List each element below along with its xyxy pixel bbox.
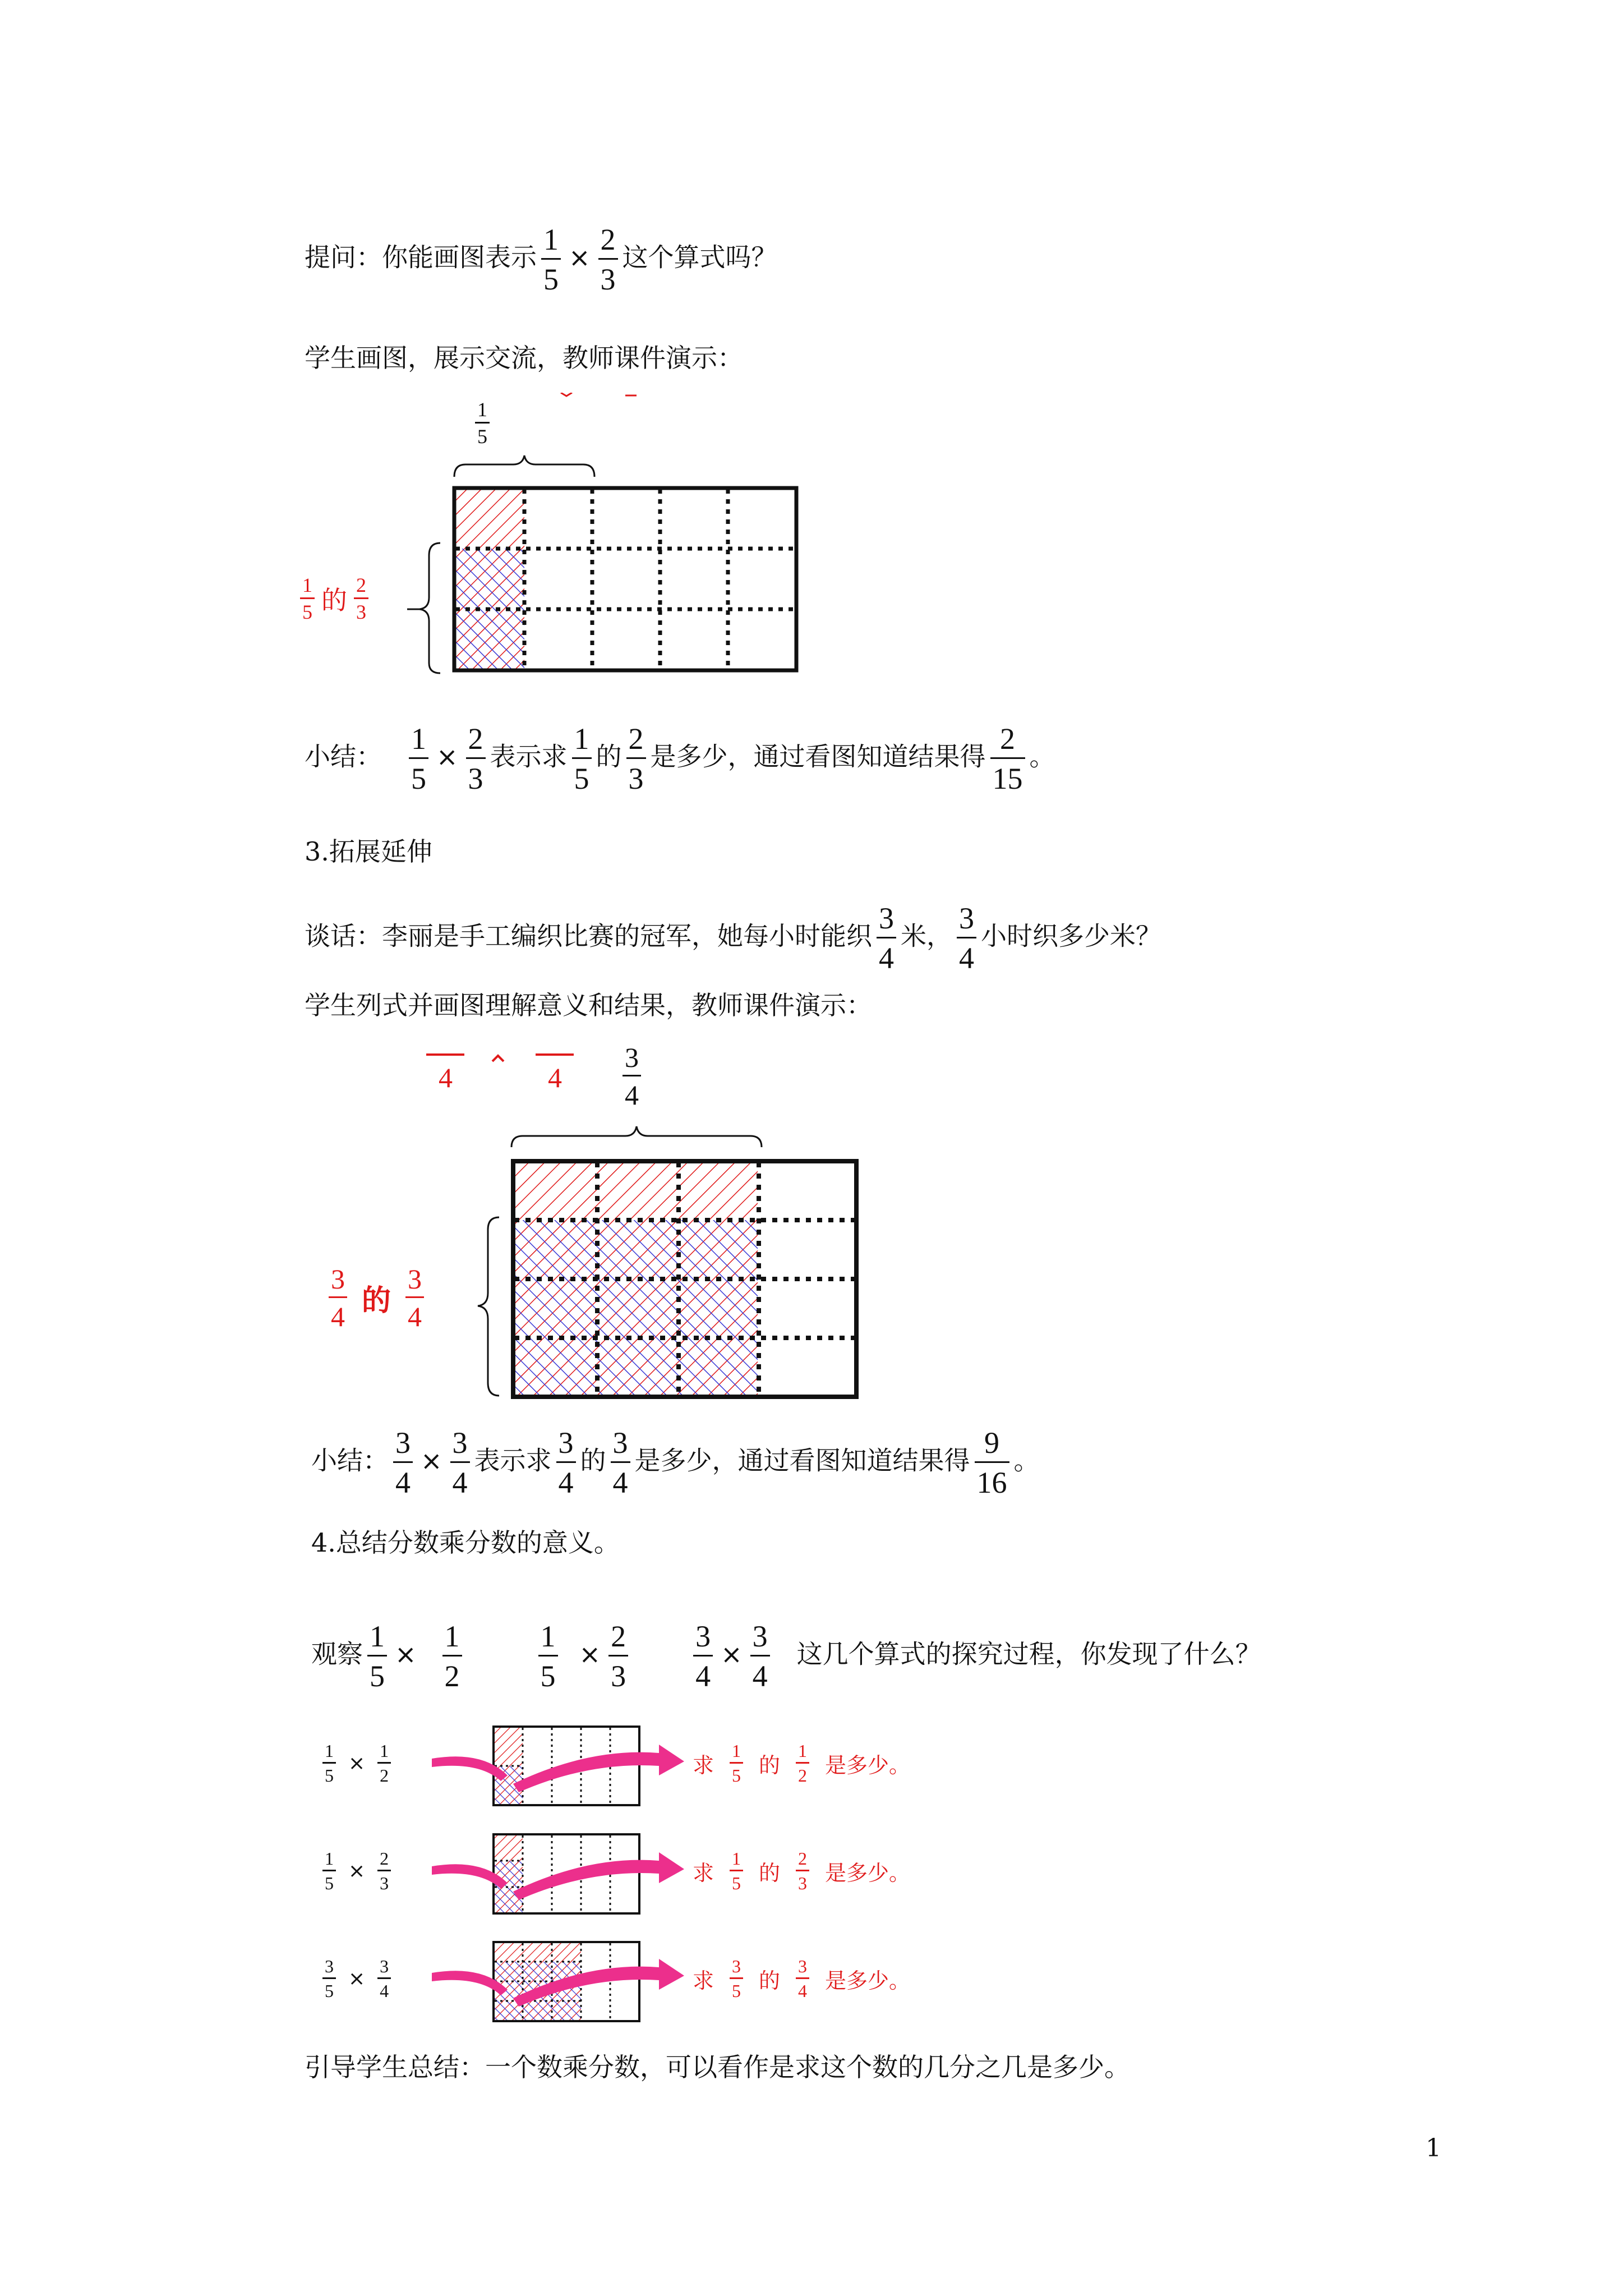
question-prefix: 提问：你能画图表示 xyxy=(305,242,537,273)
fraction: $\frac{1}{5}$ xyxy=(538,1621,558,1691)
row-1-expression: $\frac{1}{5}$ × $\frac{1}{2}$ xyxy=(322,1742,391,1784)
row-2-expression: $\frac{1}{5}$ × $\frac{2}{3}$ xyxy=(322,1849,391,1892)
summary-label: 小结： xyxy=(305,741,382,772)
row-2-meaning: 求 $\frac{1}{5}$ 的 $\frac{2}{3}$ 是多少。 xyxy=(693,1848,911,1893)
talk-line: 谈话：李丽是手工编织比赛的冠军，她每小时能织 $\frac{3}{4}$ 米， $\frac{3}{4}$ 小时织多少米？ xyxy=(305,901,1161,975)
fraction: $\frac{3}{4}$ xyxy=(556,1428,576,1498)
fraction: $\frac{1}{5}$ xyxy=(572,724,592,794)
figure-2-three-quarters-of-three-quarters xyxy=(314,1043,892,1408)
fraction: $\frac{3}{4}$ xyxy=(611,1428,630,1498)
fraction: $\frac{2}{3}$ xyxy=(466,724,486,794)
row-diagram-2 xyxy=(494,1834,639,1913)
section-3-heading: 3.拓展延伸 xyxy=(305,836,432,867)
figure-1-fifth-of-two-thirds xyxy=(292,393,824,684)
summary-line-2: 小结： $\frac{3}{4}$ × $\frac{3}{4}$ 表示求 $\frac{3}{4}$ 的 $\frac{3}{4}$ 是多少，通过看图知道结果得 $\frac{9}{16}$ 。 xyxy=(311,1426,1040,1499)
top-fraction: 3 4 xyxy=(623,1043,641,1109)
fraction: $\frac{1}{5}$ xyxy=(409,724,428,794)
times-sign: × xyxy=(421,1445,442,1476)
summary-label: 小结： xyxy=(311,1445,389,1476)
section-4-heading: 4.总结分数乘分数的意义。 xyxy=(311,1527,620,1558)
left-label: $\frac{3}{4}$ 的 $\frac{3}{4}$ xyxy=(329,1265,424,1331)
fraction: $\frac{2}{3}$ xyxy=(626,724,646,794)
top-fraction: 1 5 xyxy=(475,399,490,447)
result-fraction: $\frac{2}{15}$ xyxy=(990,724,1025,794)
row-3-expression: $\frac{3}{5}$ × $\frac{3}{4}$ xyxy=(322,1957,391,2000)
observe-line: 观察 $\frac{1}{5}$ × $\frac{1}{2}$ $\frac{1}{5}$ × $\frac{2}{3}$ $\frac{3}{4}$ × $\frac{3}{4}$ 这几个算式的探究过程，你发现了什么？ xyxy=(311,1619,1261,1693)
grid-diagram-2 xyxy=(314,1043,892,1408)
times-sign: × xyxy=(436,741,458,772)
fraction: $\frac{2}{3}$ xyxy=(598,224,618,295)
cut-fraction-den-1: 4 xyxy=(439,1062,453,1093)
fraction: $\frac{3}{4}$ xyxy=(393,1428,413,1498)
fraction: $\frac{3}{4}$ xyxy=(750,1621,770,1691)
question-line xyxy=(305,224,777,295)
left-label: $\frac{1}{5}$ 的 $\frac{2}{3}$ xyxy=(300,575,368,622)
page-number: 1 xyxy=(1426,2134,1441,2162)
conclusion-line: 引导学生总结：一个数乘分数，可以看作是求这个数的几分之几是多少。 xyxy=(305,2052,1130,2082)
demo-line-2: 学生列式并画图理解意义和结果，教师课件演示： xyxy=(305,990,872,1020)
summary-line-1: 小结： $\frac{1}{5}$ × $\frac{2}{3}$ 表示求 $\frac{1}{5}$ 的 $\frac{2}{3}$ 是多少，通过看图知道结果得 $\frac{2}{15}$ 。 xyxy=(305,722,1055,795)
cut-fraction-den-2: 4 xyxy=(548,1062,562,1093)
row-3-meaning: 求 $\frac{3}{5}$ 的 $\frac{3}{4}$ 是多少。 xyxy=(693,1956,911,2001)
fraction: $\frac{3}{4}$ xyxy=(450,1428,470,1498)
row-1-meaning: 求 $\frac{1}{5}$ 的 $\frac{1}{2}$ 是多少。 xyxy=(693,1741,911,1786)
grid-diagram-1 xyxy=(292,393,824,684)
fraction: $\frac{2}{3}$ xyxy=(608,1621,628,1691)
result-fraction: $\frac{9}{16}$ xyxy=(975,1428,1009,1498)
fraction: $\frac{1}{2}$ xyxy=(442,1621,462,1691)
fraction: $\frac{1}{5}$ xyxy=(367,1621,387,1691)
row-diagram-1 xyxy=(494,1727,639,1805)
times-sign: × xyxy=(569,242,591,273)
row-diagram-3 xyxy=(494,1942,639,2021)
demo-line-1: 学生画图，展示交流，教师课件演示： xyxy=(305,343,743,373)
fraction: $\frac{1}{5}$ xyxy=(541,224,561,295)
fraction: $\frac{3}{4}$ xyxy=(877,903,896,973)
fraction: $\frac{3}{4}$ xyxy=(957,903,976,973)
question-suffix: 这个算式吗？ xyxy=(622,242,777,273)
fraction: $\frac{3}{4}$ xyxy=(693,1621,713,1691)
